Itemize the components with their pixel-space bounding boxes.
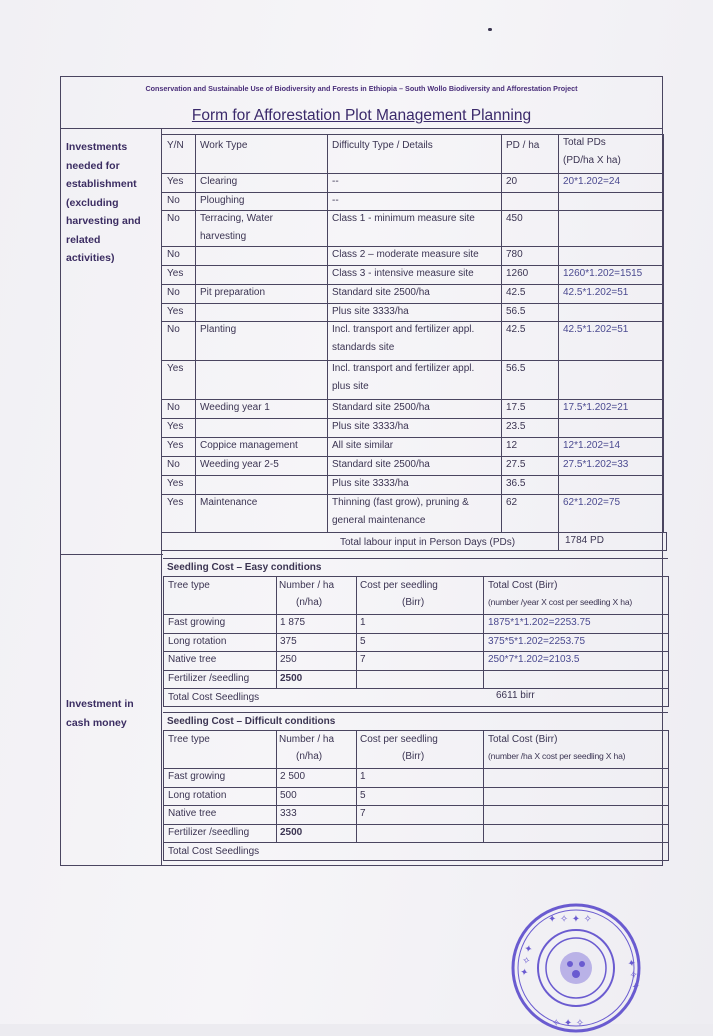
row-difficulty: Plus site 3333/ha — [332, 306, 409, 317]
row-difficulty: All site similar — [332, 440, 394, 451]
table-rule — [161, 494, 663, 495]
row-pd-ha: 56.5 — [506, 363, 526, 374]
column-header-cost-per-seedling: Cost per seedling — [360, 580, 438, 591]
row-work-type: Ploughing — [200, 195, 245, 206]
row-work-type: Pit preparation — [200, 287, 266, 298]
table-column-rule — [501, 134, 502, 532]
row-difficulty: Plus site 3333/ha — [332, 478, 409, 489]
column-header-number-unit: (n/ha) — [296, 597, 323, 608]
total-cost-cell: 375*5*1.202=2253.75 — [488, 635, 586, 647]
table-rule — [163, 805, 668, 806]
table-rule — [161, 303, 663, 304]
column-header-total-cost-formula: (number /year X cost per seedling X ha) — [488, 597, 633, 607]
tree-type-cell: Native tree — [168, 808, 217, 819]
table-rule — [163, 558, 668, 559]
row-pd-ha: 23.5 — [506, 421, 526, 432]
row-difficulty: Class 1 - minimum measure site — [332, 213, 475, 224]
ink-speck — [488, 28, 492, 31]
table-rule — [161, 265, 663, 266]
svg-text:✧ ✦ ✧: ✧ ✦ ✧ — [552, 1018, 585, 1029]
row-pd-ha: 17.5 — [506, 402, 526, 413]
table-column-rule — [356, 576, 357, 688]
seedling-total-label: Total Cost Seedlings — [168, 692, 260, 703]
labour-total-value: 1784 PD — [565, 535, 604, 546]
row-yn: Yes — [167, 421, 184, 432]
row-yn: Yes — [167, 306, 184, 317]
column-header-number-ha: Number / ha — [279, 734, 335, 745]
official-stamp — [508, 900, 644, 1036]
project-header: Conservation and Sustainable Use of Biodiversity and Forests in Ethiopia – South Wollo Biodiversity and Afforestation Project — [145, 84, 578, 93]
row-work-type: Coppice management — [200, 440, 298, 451]
tree-type-cell: Fertilizer /seedling — [168, 672, 250, 684]
table-column-rule — [163, 576, 164, 688]
row-total-pds: 62*1.202=75 — [563, 497, 621, 508]
column-header-total-cost: Total Cost (Birr) — [488, 580, 558, 591]
table-rule — [161, 475, 663, 476]
column-header-cost-unit: (Birr) — [402, 597, 425, 608]
tree-type-cell: Fast growing — [168, 771, 226, 782]
number-ha-cell: 2500 — [280, 672, 303, 684]
svg-text:✦ ✧ ✦: ✦ ✧ ✦ — [624, 957, 641, 992]
total-cost-cell: 1875*1*1.202=2253.75 — [488, 617, 591, 628]
column-header-difficulty: Difficulty Type / Details — [332, 140, 433, 151]
column-header-cost-unit: (Birr) — [402, 751, 425, 762]
row-yn: Yes — [167, 176, 184, 187]
row-yn: Yes — [167, 497, 184, 508]
table-rule — [163, 614, 668, 615]
table-column-rule — [161, 134, 162, 532]
table-column-rule — [327, 134, 328, 532]
row-difficulty: Standard site 2500/ha — [332, 402, 430, 413]
row-difficulty-cont: standards site — [332, 342, 395, 353]
table-rule — [161, 134, 663, 135]
tree-type-cell: Fast growing — [168, 617, 226, 628]
row-pd-ha: 56.5 — [506, 306, 526, 317]
row-difficulty: Plus site 3333/ha — [332, 421, 409, 432]
section-divider-horizontal — [60, 554, 163, 555]
row-pd-ha: 12 — [506, 440, 518, 451]
column-header-cost-per-seedling: Cost per seedling — [360, 734, 438, 745]
row-yn: Yes — [167, 440, 184, 451]
row-pd-ha: 1260 — [506, 268, 529, 279]
table-rule — [161, 360, 663, 361]
row-total-pds: 27.5*1.202=33 — [563, 459, 629, 470]
column-header-number-ha: Number / ha — [279, 580, 335, 591]
table-rule — [163, 730, 668, 731]
row-yn: No — [167, 402, 180, 413]
cost-per-seedling-cell: 5 — [360, 789, 366, 801]
table-rule — [163, 787, 668, 788]
table-rule — [161, 437, 663, 438]
row-yn: Yes — [167, 268, 184, 279]
column-header-yn: Y/N — [167, 140, 184, 151]
investments-label: Investments needed for establishment (excluding harvesting and related activities) — [66, 141, 141, 264]
row-difficulty: Incl. transport and fertilizer appl. — [332, 363, 475, 374]
row-total-pds: 1260*1.202=1515 — [563, 268, 643, 279]
column-header-total-pds: Total PDs — [563, 137, 606, 148]
row-difficulty: -- — [332, 176, 339, 187]
row-pd-ha: 450 — [506, 213, 523, 224]
row-yn: No — [167, 287, 180, 298]
row-difficulty: Standard site 2500/ha — [332, 459, 430, 470]
cost-per-seedling-cell: 1 — [360, 771, 366, 782]
table-column-rule — [356, 730, 357, 842]
table-column-rule — [276, 576, 277, 688]
row-work-type-cont: harvesting — [200, 231, 247, 242]
row-work-type: Planting — [200, 324, 237, 335]
row-yn: Yes — [167, 363, 184, 374]
number-ha-cell: 250 — [280, 654, 297, 665]
cost-per-seedling-cell: 5 — [360, 635, 366, 647]
table-column-rule — [483, 576, 484, 688]
column-header-number-unit: (n/ha) — [296, 751, 323, 762]
row-work-type: Weeding year 1 — [200, 402, 270, 413]
total-cost-cell: 250*7*1.202=2103.5 — [488, 654, 580, 665]
column-header-total-cost-formula: (number /ha X cost per seedling X ha) — [488, 751, 626, 761]
row-difficulty-cont: plus site — [332, 381, 369, 392]
row-yn: No — [167, 213, 180, 224]
table-rule — [163, 768, 668, 769]
row-pd-ha: 780 — [506, 249, 523, 260]
row-yn: No — [167, 459, 180, 470]
row-yn: Yes — [167, 478, 184, 489]
row-pd-ha: 42.5 — [506, 324, 526, 335]
table-rule — [161, 418, 663, 419]
cost-per-seedling-cell: 7 — [360, 654, 366, 665]
table-rule — [163, 651, 668, 652]
table-column-rule — [668, 730, 669, 842]
seedling-total-value: 6611 birr — [496, 690, 535, 701]
row-pd-ha: 42.5 — [506, 287, 526, 298]
table-column-rule — [558, 532, 559, 551]
number-ha-cell: 333 — [280, 808, 297, 819]
number-ha-cell: 1 875 — [280, 617, 306, 628]
table-rule — [161, 246, 663, 247]
svg-text:✦ ✧ ✦: ✦ ✧ ✦ — [519, 943, 536, 978]
column-header-total-cost: Total Cost (Birr) — [488, 734, 558, 745]
seedling-section-title: Seedling Cost – Difficult conditions — [167, 716, 336, 727]
column-header-work-type: Work Type — [200, 140, 248, 151]
tree-type-cell: Long rotation — [168, 789, 227, 801]
table-rule — [163, 824, 668, 825]
table-column-rule — [483, 730, 484, 842]
table-column-rule — [668, 576, 669, 688]
column-header-pd-ha: PD / ha — [506, 140, 540, 151]
cash-money-label: Investment in cash money — [66, 698, 134, 729]
table-rule — [163, 633, 668, 634]
number-ha-cell: 500 — [280, 789, 297, 801]
row-total-pds: 20*1.202=24 — [563, 176, 621, 187]
row-pd-ha: 62 — [506, 497, 518, 508]
table-column-rule — [163, 730, 164, 842]
number-ha-cell: 2 500 — [280, 771, 306, 782]
number-ha-cell: 2500 — [280, 826, 303, 838]
form-title: Form for Afforestation Plot Management Planning — [191, 107, 532, 124]
row-pd-ha: 20 — [506, 176, 518, 187]
row-pd-ha: 27.5 — [506, 459, 526, 470]
table-rule — [163, 670, 668, 671]
row-total-pds: 12*1.202=14 — [563, 440, 621, 451]
form-frame — [60, 76, 663, 866]
labour-total-label: Total labour input in Person Days (PDs) — [340, 537, 516, 548]
table-column-rule — [663, 134, 664, 532]
title-divider — [60, 128, 663, 129]
number-ha-cell: 375 — [280, 635, 297, 647]
tree-type-cell: Fertilizer /seedling — [168, 826, 250, 838]
row-difficulty: Class 3 - intensive measure site — [332, 268, 474, 279]
row-yn: No — [167, 195, 180, 206]
column-header-total-pds-formula: (PD/ha X ha) — [563, 155, 621, 166]
row-difficulty: Thinning (fast grow), pruning & — [332, 497, 469, 508]
table-column-rule — [195, 134, 196, 532]
row-difficulty: -- — [332, 195, 339, 206]
table-rule — [161, 456, 663, 457]
table-rule — [161, 321, 663, 322]
table-rule — [161, 284, 663, 285]
table-rule — [161, 173, 663, 174]
row-difficulty: Standard site 2500/ha — [332, 287, 430, 298]
svg-text:✦ ✧ ✦ ✧: ✦ ✧ ✦ ✧ — [548, 914, 592, 925]
row-pd-ha: 36.5 — [506, 478, 526, 489]
row-difficulty-cont: general maintenance — [332, 515, 426, 526]
column-header-tree-type: Tree type — [168, 580, 210, 591]
row-work-type: Weeding year 2-5 — [200, 459, 279, 470]
row-difficulty: Incl. transport and fertilizer appl. — [332, 324, 475, 335]
row-yn: No — [167, 324, 180, 335]
row-difficulty: Class 2 – moderate measure site — [332, 249, 479, 260]
cost-per-seedling-cell: 1 — [360, 617, 366, 628]
table-rule — [161, 210, 663, 211]
row-total-pds: 42.5*1.202=51 — [563, 324, 629, 335]
table-rule — [161, 399, 663, 400]
row-work-type: Terracing, Water — [200, 213, 273, 224]
row-work-type: Clearing — [200, 176, 238, 187]
tree-type-cell: Native tree — [168, 654, 217, 665]
tree-type-cell: Long rotation — [168, 635, 227, 647]
table-rule — [161, 192, 663, 193]
table-rule — [163, 576, 668, 577]
column-header-tree-type: Tree type — [168, 734, 210, 745]
row-work-type: Maintenance — [200, 497, 258, 508]
seedling-section-title: Seedling Cost – Easy conditions — [167, 562, 322, 573]
row-total-pds: 17.5*1.202=21 — [563, 402, 629, 413]
row-total-pds: 42.5*1.202=51 — [563, 287, 629, 298]
row-yn: No — [167, 249, 180, 260]
table-rule — [163, 712, 668, 713]
table-column-rule — [558, 134, 559, 532]
cost-per-seedling-cell: 7 — [360, 808, 366, 819]
seedling-total-label: Total Cost Seedlings — [168, 846, 260, 857]
table-column-rule — [276, 730, 277, 842]
